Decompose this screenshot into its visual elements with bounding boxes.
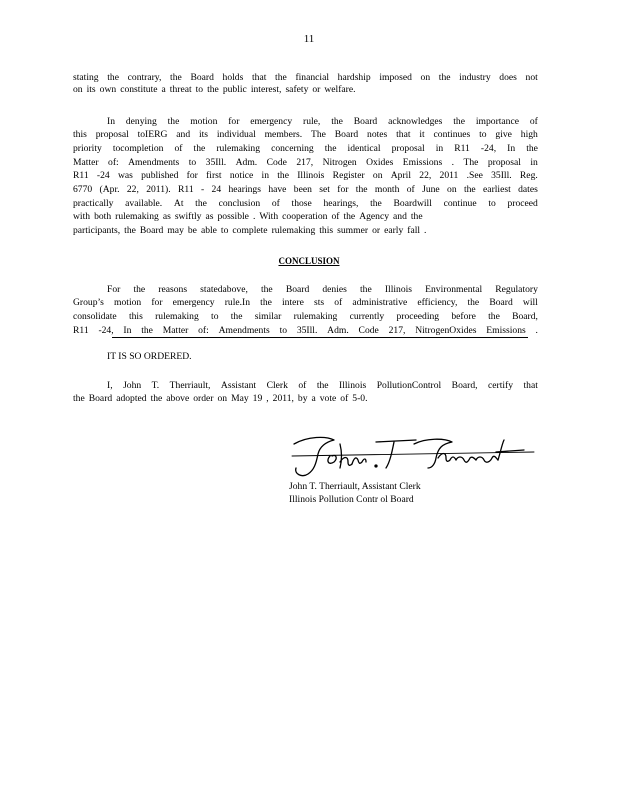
- word: order: [193, 393, 214, 404]
- word: with: [73, 211, 91, 222]
- word: acknowledges: [388, 116, 443, 127]
- text-line: [73, 393, 538, 405]
- word: Board: [489, 297, 513, 308]
- word: NitrogenOxides: [415, 325, 477, 336]
- word: Illinois: [384, 284, 413, 295]
- order-line: [107, 351, 538, 363]
- word: the: [370, 198, 382, 209]
- word: of: [529, 116, 538, 127]
- word: the: [463, 184, 476, 195]
- word: on: [73, 84, 83, 95]
- word: it: [419, 129, 425, 140]
- word: 19: [252, 393, 263, 404]
- word: dates: [518, 184, 538, 195]
- word: fall: [407, 225, 421, 236]
- word: by: [297, 393, 308, 404]
- word: for: [337, 184, 349, 195]
- word: high: [520, 129, 538, 140]
- word: that: [396, 129, 411, 140]
- word: does: [499, 72, 517, 83]
- word: .: [252, 211, 256, 222]
- word: have: [268, 184, 287, 195]
- text-line: [73, 297, 538, 309]
- word: In: [123, 325, 132, 336]
- word: of:: [198, 325, 209, 336]
- word: on: [447, 184, 457, 195]
- word: Clerk: [266, 380, 288, 391]
- word: to: [188, 157, 197, 168]
- word: Boardwill: [393, 198, 432, 209]
- word: participants,: [73, 225, 121, 236]
- word: on: [420, 72, 431, 83]
- word: the: [193, 143, 206, 154]
- word: the: [133, 284, 146, 295]
- word: of: [334, 297, 343, 308]
- word: concerning: [271, 143, 314, 154]
- word: the: [195, 198, 207, 209]
- word: efficiency,: [417, 297, 458, 308]
- word: Therriault,: [169, 380, 211, 391]
- word: Environmental: [425, 284, 483, 295]
- word: R11: [177, 184, 194, 195]
- word: that: [523, 380, 538, 391]
- word: intere: [282, 297, 304, 308]
- word: sts: [313, 297, 325, 308]
- word: Board: [190, 72, 214, 83]
- word: the: [438, 72, 451, 83]
- word: continue: [443, 198, 477, 209]
- word: importance: [475, 116, 519, 127]
- word: the: [275, 72, 287, 83]
- word: summer: [337, 225, 369, 236]
- word: rulemaking: [271, 225, 316, 236]
- word: financial: [295, 72, 329, 83]
- word: the: [324, 143, 337, 154]
- word: hearings: [228, 184, 261, 195]
- word: the: [260, 297, 272, 308]
- word: of: [271, 198, 280, 209]
- word: Group’s: [73, 297, 104, 308]
- word: Regulatory: [495, 284, 538, 295]
- word: this: [128, 311, 143, 322]
- word: above: [166, 393, 190, 404]
- word: to: [220, 225, 229, 236]
- word: Assistant: [220, 380, 257, 391]
- word: Matter: [162, 325, 189, 336]
- text-line: [73, 84, 538, 96]
- word: those: [291, 198, 312, 209]
- word: rule,: [303, 116, 321, 127]
- text-line: [73, 157, 538, 169]
- word: reasons: [158, 284, 188, 295]
- text-line: [73, 311, 538, 323]
- text-line: [73, 129, 538, 141]
- word: practically: [73, 198, 114, 209]
- word: in: [261, 170, 269, 181]
- word: interest,: [250, 84, 282, 95]
- word: will: [522, 297, 538, 308]
- word: 5-0.: [352, 393, 368, 404]
- word: Board: [88, 393, 113, 404]
- word: set: [319, 184, 330, 195]
- word: the: [331, 116, 343, 127]
- word: adopted: [116, 393, 147, 404]
- word: notice: [229, 170, 254, 181]
- word: the: [170, 72, 182, 83]
- word: toIERG: [137, 129, 168, 140]
- word: a: [161, 84, 166, 95]
- word: proceeding: [396, 311, 440, 322]
- word: Board: [334, 129, 359, 140]
- word: was: [117, 170, 133, 181]
- word: to: [195, 84, 204, 95]
- word: hearings,: [323, 198, 359, 209]
- word: members.: [264, 129, 303, 140]
- word: I,: [107, 380, 113, 391]
- word: safety: [285, 84, 309, 95]
- handwritten-signature: [286, 430, 536, 480]
- word: Emissions: [486, 325, 526, 336]
- word: Emissions: [402, 157, 443, 168]
- word: The: [311, 129, 326, 140]
- order-text: IT IS SO ORDERED.: [107, 351, 192, 362]
- word: of: [331, 211, 340, 222]
- word: available.: [125, 198, 163, 209]
- word: the: [141, 325, 153, 336]
- text-line: [73, 325, 538, 337]
- word: this: [319, 225, 334, 236]
- word: Board: [285, 284, 310, 295]
- word: Board,: [512, 311, 538, 322]
- word: priority: [73, 143, 102, 154]
- word: -24,: [480, 143, 497, 154]
- word: holds: [222, 72, 244, 83]
- word: 2011: [439, 170, 459, 181]
- word: to: [488, 198, 496, 209]
- word: imposed: [379, 72, 412, 83]
- word: 24: [211, 184, 222, 195]
- text-line: [73, 225, 538, 237]
- word: April: [390, 170, 412, 181]
- word: swiftly: [174, 211, 202, 222]
- word: of:: [108, 157, 119, 168]
- text-line: [73, 72, 538, 84]
- word: currently: [349, 311, 385, 322]
- word: Code: [358, 325, 379, 336]
- word: Illinois: [339, 380, 367, 391]
- word: proceed: [507, 198, 538, 209]
- word: 35Ill.: [491, 170, 512, 181]
- text-line: [73, 143, 538, 155]
- word: rule.In: [224, 297, 251, 308]
- word: -24: [96, 170, 110, 181]
- word: In: [507, 143, 516, 154]
- word: At: [173, 198, 184, 209]
- word: or: [312, 84, 321, 95]
- word: 35Ill.: [205, 157, 227, 168]
- word: the: [230, 311, 243, 322]
- word: In: [107, 116, 115, 127]
- word: the: [355, 184, 368, 195]
- word: denies: [322, 284, 347, 295]
- word: before: [451, 311, 476, 322]
- word: cooperation: [282, 211, 328, 222]
- text-line: [73, 198, 538, 210]
- word: hardship: [337, 72, 371, 83]
- word: the: [150, 393, 163, 404]
- word: -24,: [98, 325, 114, 336]
- word: rulemaking: [115, 211, 159, 222]
- word: proposal: [391, 143, 425, 154]
- word: earliest: [483, 184, 511, 195]
- underline-rule: [112, 337, 528, 338]
- text-line: [107, 284, 538, 296]
- word: month: [374, 184, 400, 195]
- word: PollutionControl: [376, 380, 442, 391]
- word: notes: [367, 129, 388, 140]
- word: individual: [216, 129, 256, 140]
- text-line: [73, 211, 538, 223]
- word: own: [99, 84, 117, 95]
- word: administrative: [352, 297, 408, 308]
- word: of: [340, 393, 349, 404]
- word: the: [207, 84, 219, 95]
- word: 2011,: [272, 393, 294, 404]
- word: ,: [266, 393, 269, 404]
- text-line: [73, 170, 538, 182]
- word: as: [205, 211, 214, 222]
- word: 6770: [73, 184, 93, 195]
- word: for: [228, 116, 240, 127]
- word: its: [198, 129, 209, 140]
- word: complete: [232, 225, 268, 236]
- text-line: [107, 380, 538, 392]
- text-line: [73, 184, 538, 196]
- word: for: [186, 170, 198, 181]
- word: been: [293, 184, 312, 195]
- word: R11: [454, 143, 470, 154]
- word: as: [162, 211, 171, 222]
- word: proposal: [95, 129, 129, 140]
- word: statedabove,: [200, 284, 248, 295]
- word: T.: [151, 380, 160, 391]
- word: for: [151, 297, 163, 308]
- word: threat: [169, 84, 192, 95]
- word: Board,: [451, 380, 478, 391]
- word: both: [94, 211, 112, 222]
- word: 35Ill.: [296, 325, 318, 336]
- word: similar: [254, 311, 282, 322]
- word: Amendments: [218, 325, 270, 336]
- page-number: 11: [303, 33, 315, 45]
- word: For: [107, 284, 121, 295]
- word: .: [451, 157, 455, 168]
- word: -: [200, 184, 205, 195]
- word: the: [167, 116, 180, 127]
- signer-line-1: John T. Therriault, Assistant Clerk: [289, 481, 421, 492]
- word: of: [174, 143, 183, 154]
- word: or: [372, 225, 381, 236]
- word: on: [217, 393, 228, 404]
- word: R11: [73, 325, 89, 336]
- section-heading-text: CONCLUSION: [278, 256, 340, 266]
- word: (Apr.: [99, 184, 120, 195]
- word: industry: [459, 72, 491, 83]
- word: of: [406, 184, 415, 195]
- word: The: [463, 157, 479, 168]
- word: the: [488, 311, 500, 322]
- word: Illinois: [297, 170, 325, 181]
- word: be: [187, 225, 197, 236]
- word: rulemaking: [155, 311, 199, 322]
- word: .: [535, 325, 538, 336]
- word: Adm.: [235, 157, 258, 168]
- word: welfare.: [324, 84, 356, 95]
- word: May: [231, 393, 249, 404]
- word: John: [123, 380, 142, 391]
- word: certify: [488, 380, 514, 391]
- word: able: [200, 225, 217, 236]
- word: 217,: [296, 157, 314, 168]
- word: contrary,: [127, 72, 162, 83]
- word: Board: [139, 225, 164, 236]
- word: give: [495, 129, 512, 140]
- word: 2011).: [146, 184, 171, 195]
- word: Adm.: [327, 325, 349, 336]
- word: Board: [353, 116, 378, 127]
- word: Nitrogen: [322, 157, 357, 168]
- word: stating: [73, 72, 99, 83]
- word: motion: [114, 297, 142, 308]
- word: Agency: [359, 211, 390, 222]
- word: 22,: [419, 170, 432, 181]
- signer-line-2: Illinois Pollution Contr ol Board: [289, 494, 414, 505]
- word: in: [435, 143, 444, 154]
- word: .See: [466, 170, 483, 181]
- word: to: [279, 325, 288, 336]
- word: proposal: [487, 157, 521, 168]
- word: to: [479, 129, 487, 140]
- word: the: [360, 284, 372, 295]
- word: denying: [125, 116, 157, 127]
- word: .: [424, 225, 427, 236]
- word: in: [530, 157, 538, 168]
- word: June: [422, 184, 440, 195]
- word: the: [260, 284, 273, 295]
- word: continues: [433, 129, 471, 140]
- word: emergency: [250, 116, 293, 127]
- word: and: [176, 129, 191, 140]
- word: Register: [332, 170, 365, 181]
- text-line: [107, 116, 538, 128]
- word: public: [222, 84, 247, 95]
- word: of: [298, 380, 307, 391]
- word: the: [526, 143, 538, 154]
- word: may: [167, 225, 184, 236]
- word: identical: [347, 143, 381, 154]
- word: rulemaking: [293, 311, 338, 322]
- word: on: [372, 170, 383, 181]
- word: motion: [190, 116, 218, 127]
- word: With: [259, 211, 279, 222]
- word: R11: [73, 170, 89, 181]
- word: possible: [217, 211, 249, 222]
- word: 22,: [126, 184, 139, 195]
- word: early: [384, 225, 404, 236]
- word: the: [316, 380, 329, 391]
- word: conclusion: [218, 198, 261, 209]
- word: the: [410, 211, 423, 222]
- word: Reg.: [519, 170, 538, 181]
- word: and: [393, 211, 407, 222]
- word: the: [343, 211, 356, 222]
- word: to: [211, 311, 219, 322]
- word: the: [73, 393, 85, 404]
- word: vote: [319, 393, 337, 404]
- word: constitute: [120, 84, 158, 95]
- word: this: [73, 129, 87, 140]
- word: first: [206, 170, 222, 181]
- word: Oxides: [366, 157, 394, 168]
- word: tocompletion: [112, 143, 164, 154]
- word: published: [141, 170, 179, 181]
- word: the: [277, 170, 289, 181]
- word: Amendments: [128, 157, 180, 168]
- word: rulemaking: [216, 143, 261, 154]
- word: Code: [266, 157, 287, 168]
- word: emergency: [172, 297, 215, 308]
- word: a: [311, 393, 316, 404]
- word: the: [453, 116, 465, 127]
- word: that: [252, 72, 267, 83]
- word: its: [86, 84, 96, 95]
- word: not: [525, 72, 538, 83]
- word: consolidate: [73, 311, 117, 322]
- word: the: [467, 297, 480, 308]
- section-heading: [0, 256, 618, 266]
- word: the: [107, 72, 119, 83]
- word: the: [124, 225, 136, 236]
- word: Matter: [73, 157, 99, 168]
- word: 217,: [388, 325, 406, 336]
